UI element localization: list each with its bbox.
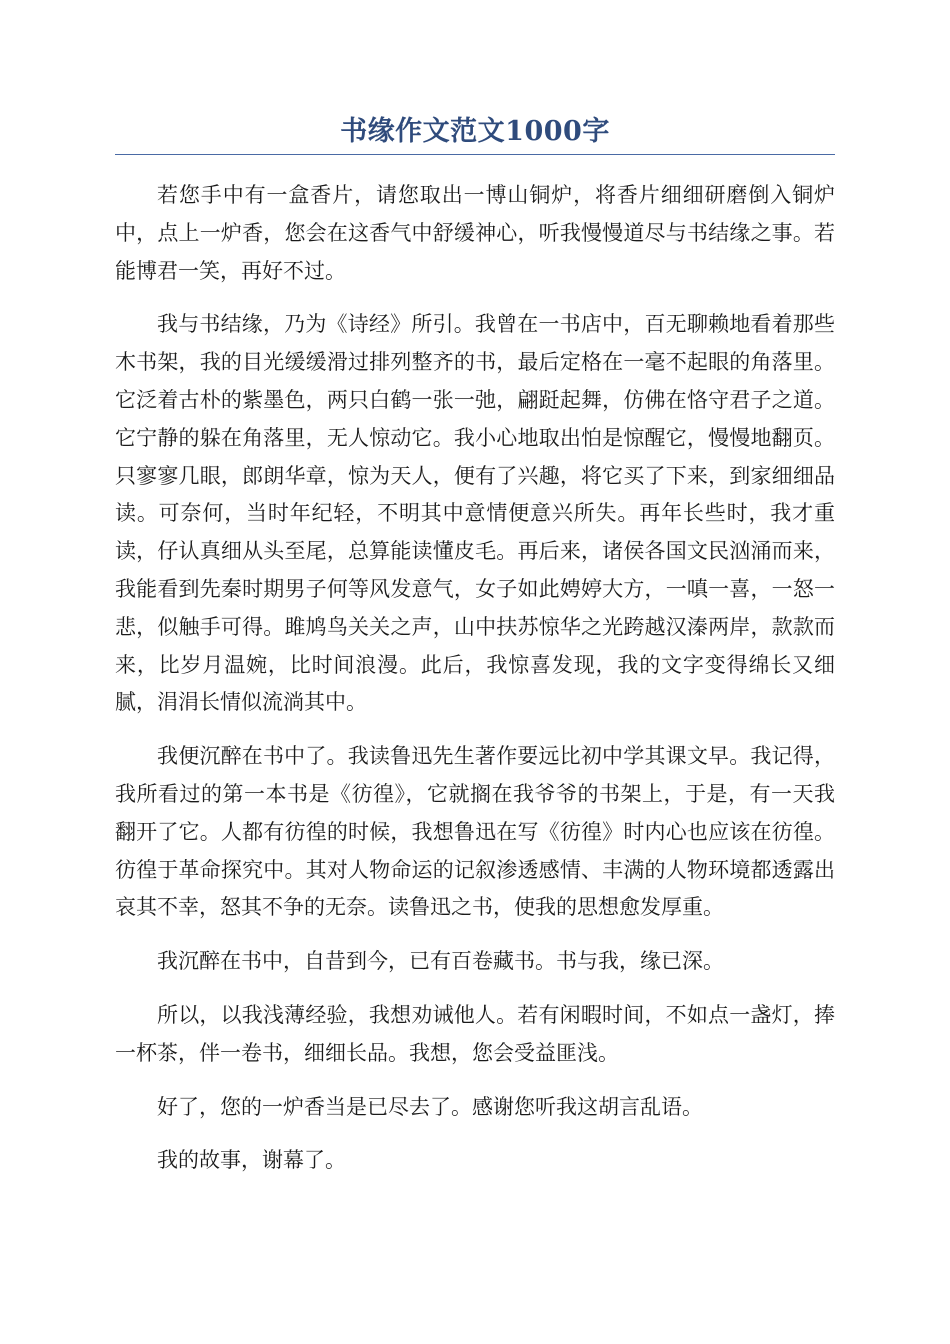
- document-title: 书缘作文范文1000字: [340, 116, 610, 147]
- paragraph-3: 我便沉醉在书中了。我读鲁迅先生著作要远比初中学其课文早。我记得，我所看过的第一本书是《彷徨》，它就搁在我爷爷的书架上，于是，有一天我翻开了它。人都有彷徨的时候，我想鲁迅在写《彷徨》时内心也应该在彷徨。彷徨于革命探究中。其对人物命运的记叙渗透感情、丰满的人物环境都透露出哀其不幸，怒其不争的无奈。读鲁迅之书，使我的思想愈发厚重。: [115, 744, 835, 920]
- paragraph-2: 我与书结缘，乃为《诗经》所引。我曾在一书店中，百无聊赖地看着那些木书架，我的目光缓缓滑过排列整齐的书，最后定格在一毫不起眼的角落里。它泛着古朴的紫墨色，两只白鹤一张一弛，翩跹起舞，仿佛在恪守君子之道。它宁静的躲在角落里，无人惊动它。我小心地取出怕是惊醒它，慢慢地翻页。只寥寥几眼，郎朗华章，惊为天人，便有了兴趣，将它买了下来，到家细细品读。可奈何，当时年纪轻，不明其中意情便意兴所失。再年长些时，我才重读，仔认真细从头至尾，总算能读懂皮毛。再后来，诸侯各国文民汹涌而来，我能看到先秦时期男子何等风发意气，女子如此娉婷大方，一嗔一喜，一怒一悲，似触手可得。雎鸠鸟关关之声，山中扶苏惊华之光跨越汉溱两岸，款款而来，比岁月温婉，比时间浪漫。此后，我惊喜发现，我的文字变得绵长又细腻，涓涓长情似流淌其中。: [115, 312, 835, 715]
- paragraph-6: 好了，您的一炉香当是已尽去了。感谢您听我这胡言乱语。: [157, 1094, 703, 1119]
- title-underline: [115, 154, 835, 155]
- paragraph-5: 所以，以我浅薄经验，我想劝诫他人。若有闲暇时间，不如点一盏灯，捧一杯茶，伴一卷书，细细长品。我想，您会受益匪浅。: [115, 1002, 835, 1065]
- paragraph-1: 若您手中有一盒香片，请您取出一博山铜炉，将香片细细研磨倒入铜炉中，点上一炉香，您会在这香气中舒缓神心，听我慢慢道尽与书结缘之事。若能博君一笑，再好不过。: [115, 183, 835, 283]
- paragraph-7: 我的故事，谢幕了。: [157, 1148, 346, 1173]
- paragraph-4: 我沉醉在书中，自昔到今，已有百卷藏书。书与我，缘已深。: [157, 949, 724, 974]
- document-page: [115, 112, 835, 1196]
